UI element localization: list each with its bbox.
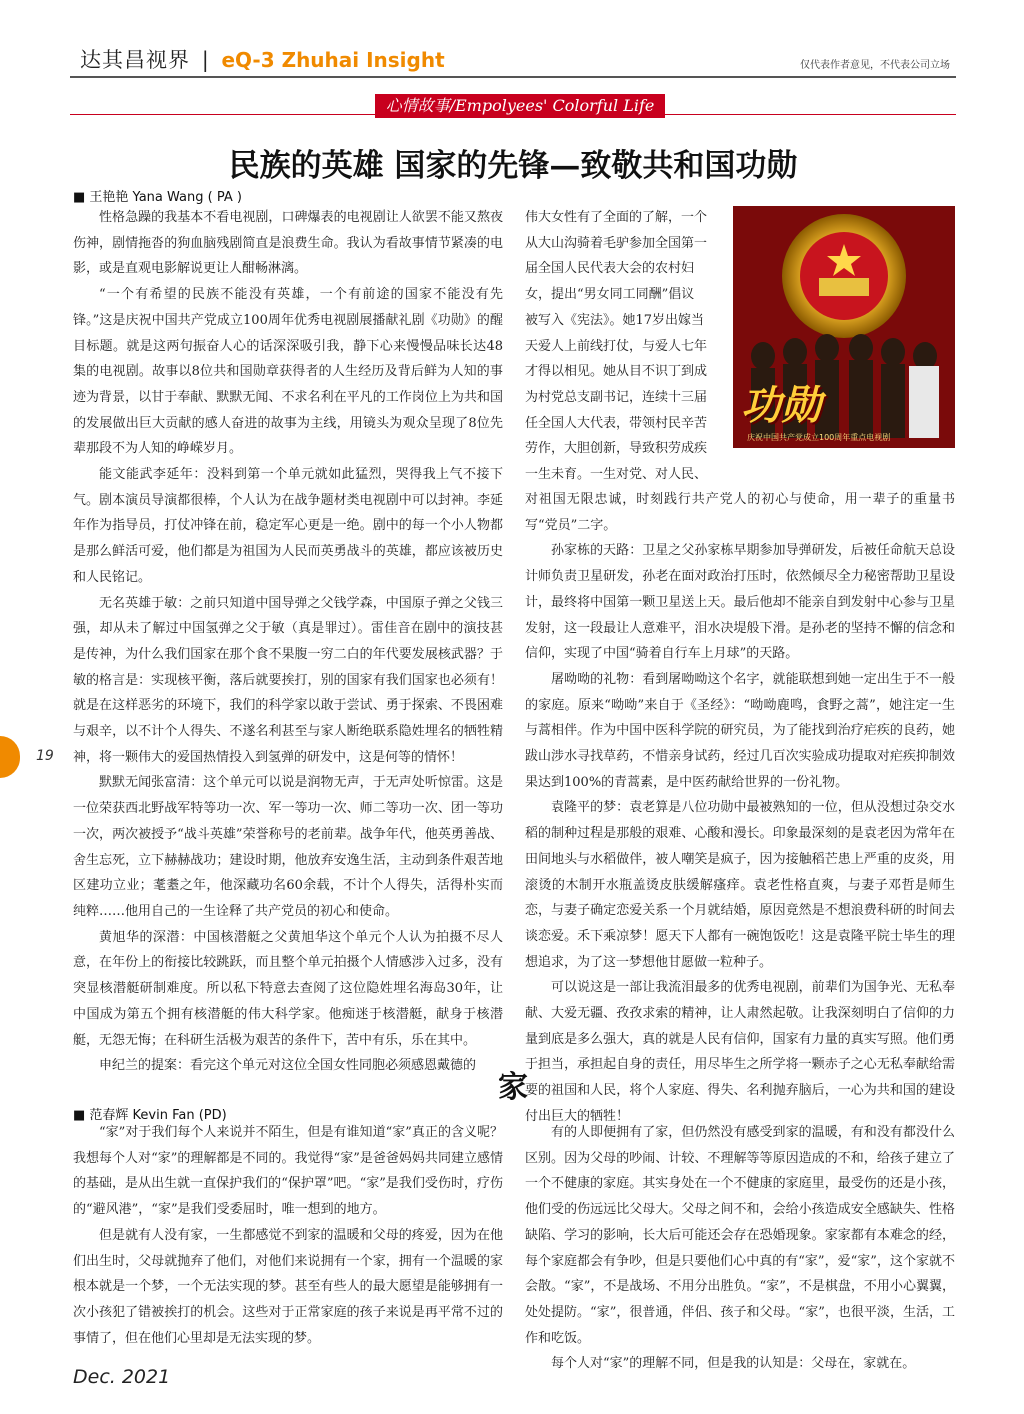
paragraph: 袁隆平的梦：袁老算是八位功勋中最被熟知的一位，但从没想过杂交水稻的制种过程是那般的艰难、心酸和漫长。印象最深刻的是袁老因为常年在田间地头与水稻做伴，被人嘲笑是疯子，因为接触稻芒患上严重的皮炎，用滚烫的木制开水瓶盖烫皮肤缓解瘙痒。袁老性格直爽，与妻子邓哲是师生恋，与妻子确定恋爱关系一个月就结婚，原因竟然是不想浪费科研的时间去谈恋爱。禾下乘凉梦！愿天下人都有一碗饱饭吃！这是袁隆平院士毕生的理想追求，为了这一梦想他甘愿做一粒种子。	[525, 800, 955, 970]
section-banner: 心情故事/Empolyees' Colorful Life	[375, 94, 665, 118]
text-line: 天爱人上前线打仗，与爱人七年	[525, 338, 708, 354]
article1-column-right	[525, 487, 955, 1130]
brand-en: eQ-3 Zhuhai Insight	[221, 48, 445, 72]
text-line: 被写入《宪法》。她17岁出嫁当	[525, 312, 705, 328]
paragraph: 每个人对“家”的理解不同，但是我的认知是：父母在，家就在。	[551, 1356, 916, 1372]
paragraph: 有的人即便拥有了家，但仍然没有感受到家的温暖，有和没有都没什么区别。因为父母的吵闹、计较、不理解等等原因造成的不和，给孩子建立了一个不健康的家庭。其实身处在一个不健康的家庭里，最受伤的还是小孩，他们受的伤远远比父母大。父母之间不和，会给小孩造成安全感缺失、性格缺陷、学习的影响，长大后可能还会存在恐婚现象。家家都有本难念的经，每个家庭都会有争吵，但是只要他们心中真的有“家”，爱“家”，这个家就不会散。“家”，不是战场、不用分出胜负。“家”，不是棋盘，不用小心翼翼，处处提防。“家”，很普通，伴侣、孩子和父母。“家”，也很平淡，生活，工作和吃饭。	[525, 1125, 955, 1346]
article1-author: ■ 王艳艳 Yana Wang ( PA )	[73, 190, 242, 205]
article1-column-right-wrap	[525, 205, 725, 488]
article2-author: ■ 范春辉 Kevin Fan (PD)	[73, 1108, 227, 1123]
article1-title: 民族的英雄 国家的先锋—致敬共和国功勋	[228, 148, 798, 184]
paragraph: 能文能武李延年：没料到第一个单元就如此猛烈，哭得我上气不接下气。剧本演员导演都很棒，个人认为在战争题材类电视剧中可以封神。李延年作为指导员，打仗冲锋在前，稳定军心更是一绝。剧中的每一个小人物都是那么鲜活可爱，他们都是为祖国为人民而英勇战斗的英雄，都应该被历史和人民铭记。	[73, 467, 503, 585]
paragraph: 对祖国无限忠诚，时刻践行共产党人的初心与使命，用一辈子的重量书写“党员”二字。	[525, 492, 955, 533]
brand-cn: 达其昌视界	[80, 48, 190, 72]
paragraph: 黄旭华的深潜：中国核潜艇之父黄旭华这个单元个人认为拍摄不尽人意，在年份上的衔接比较跳跃，而且整个单元拍摄个人情感涉入过多，没有突显核潜艇研制难度。所以私下特意去查阅了这位隐姓埋名海岛30年，让中国成为第五个拥有核潜艇的伟大科学家。他痴迷于核潜艇，献身于核潜艇，无怨无悔；在科研生活极为艰苦的条件下，苦中有乐，乐在其中。	[73, 929, 503, 1048]
paragraph: 但是就有人没有家，一生都感觉不到家的温暖和父母的疼爱，因为在他们出生时，父母就抛弃了他们，对他们来说拥有一个家，拥有一个温暖的家根本就是一个梦，一个无法实现的梦。甚至有些人的最大愿望是能够拥有一次小孩犯了错被挨打的机会。这些对于正常家庭的孩子来说是再平常不过的事情了，但在他们心里却是无法实现的梦。	[73, 1227, 503, 1346]
paragraph: “一个有希望的民族不能没有英雄，一个有前途的国家不能没有先锋。”这是庆祝中国共产党成立100周年优秀电视剧展播献礼剧《功勋》的醒目标题。就是这两句振奋人心的话深深吸引我，静下心来慢慢品味长达48集的电视剧。故事以8位共和国勋章获得者的人生经历及背后鲜为人知的事迹为背景，以甘于奉献、默默无闻、不求名利在平凡的工作岗位上为共和国的发展做出巨大贡献的感人奋进的故事为主线，用镜头为观众呈现了8位先辈那段不为人知的峥嵘岁月。	[73, 287, 503, 457]
text-line: 女，提出“男女同工同酬”倡议	[525, 287, 695, 303]
paragraph: 孙家栋的天路：卫星之父孙家栋早期参加导弹研发，后被任命航天总设计师负责卫星研发，孙老在面对政治打压时，依然倾尽全力秘密帮助卫星设计，最终将中国第一颗卫星送上天。最后他却不能亲自到发射中心参与卫星发射，这一段最让人意难平，泪水决堤般下滑。是孙老的坚持不懈的信念和信仰，实现了中国“骑着自行车上月球”的天路。	[525, 543, 955, 662]
paragraph: 申纪兰的提案：看完这个单元对这位全国女性同胞必须感恩戴德的	[99, 1058, 477, 1074]
paragraph: 可以说这是一部让我流泪最多的优秀电视剧，前辈们为国争光、无私奉献、大爱无疆、孜孜求索的精神，让人肃然起敬。让我深刻明白了信仰的力量到底是多么强大，真的就是人民有信仰，国家有力量的真实写照。他们勇于担当，承担起自身的责任，用尽毕生之所学将一颗赤子之心无私奉献给需要的祖国和人民，将个人家庭、得失、名利抛弃脑后，一心为共和国的建设付出巨大的牺牲！	[525, 980, 955, 1124]
disclaimer: 仅代表作者意见，不代表公司立场	[800, 60, 950, 71]
article2-column-right	[525, 1120, 955, 1377]
text-line: 任全国人大代表，带领村民辛苦	[525, 415, 708, 431]
page-tab-marker	[0, 736, 20, 778]
text-line: 伟大女性有了全面的了解，一个	[525, 210, 708, 225]
text-line: 届全国人民代表大会的农村妇	[525, 261, 695, 277]
header-divider	[70, 76, 956, 78]
page-number: 19	[36, 748, 54, 764]
text-line: 从大山沟骑着毛驴参加全国第一	[525, 235, 708, 251]
paragraph: “家”对于我们每个人来说并不陌生，但是有谁知道“家”真正的含义呢？我想每个人对“家”的理解都是不同的。我觉得“家”是爸爸妈妈共同建立感情的基础，是从出生就一直保护我们的“保护罩”吧。“家”是我们受伤时，疗伤的“避风港”，“家”是我们受委屈时，唯一想到的地方。	[73, 1125, 503, 1218]
paragraph: 默默无闻张富清：这个单元可以说是润物无声，于无声处听惊雷。这是一位荣获西北野战军特等功一次、军一等功一次、师二等功一次、团一等功一次，两次被授予“战斗英雄”荣誉称号的老前辈。战争年代，他英勇善战、舍生忘死，立下赫赫战功；建设时期，他放弃安逸生活，主动到条件艰苦地区建功立业；耄耋之年，他深藏功名60余载，不计个人得失，活得朴实而纯粹……他用自己的一生诠释了共产党员的初心和使命。	[73, 775, 503, 919]
text-line: 才得以相见。她从目不识丁到成	[525, 364, 708, 380]
article2-title: 家	[498, 1070, 528, 1105]
header-brand	[80, 44, 445, 74]
text-line: 一生未育。一生对党、对人民、	[525, 467, 708, 483]
paragraph: 性格急躁的我基本不看电视剧，口碑爆表的电视剧让人欲罢不能又熬夜伤神，剧情拖沓的狗血脑残剧简直是浪费生命。我认为看故事情节紧凑的电影，或是直观电影解说更让人酣畅淋漓。	[73, 210, 503, 277]
text-line: 劳作，大胆创新，导致积劳成疾	[525, 441, 708, 457]
paragraph: 无名英雄于敏：之前只知道中国导弹之父钱学森，中国原子弹之父钱三强，却从未了解过中国氢弹之父于敏（真是罪过）。雷佳音在剧中的演技甚是传神，为什么我们国家在那个食不果腹一穷二白的年代要发展核武器？于敏的格言是：实现核平衡，落后就要挨打，别的国家有我们国家也必须有！就是在这样恶劣的环境下，我们的科学家以敢于尝试、勇于探索、不畏困难与艰辛，以不计个人得失、不遂名利甚至与家人断绝联系隐姓埋名的牺牲精神，将一颗伟大的爱国热情投入到氢弹的研发中，这是何等的情怀！	[73, 595, 503, 765]
article1-column-left	[73, 205, 503, 1079]
drama-poster-image	[733, 206, 955, 448]
paragraph: 屠呦呦的礼物：看到屠呦呦这个名字，就能联想到她一定出生于不一般的家庭。原来“呦呦”来自于《圣经》：“呦呦鹿鸣，食野之蒿”，她注定一生与蒿相伴。作为中国中医科学院的研究员，为了能找到治疗疟疾的良药，她跋山涉水寻找草药，不惜亲身试药，经过几百次实验成功提取对疟疾抑制效果达到100%的青蒿素，是中医药献给世界的一份礼物。	[525, 671, 955, 790]
brand-separator: |	[201, 48, 210, 72]
issue-date: Dec. 2021	[73, 1366, 171, 1388]
poster-title: 功勋	[741, 382, 821, 429]
text-line: 为村党总支副书记，连续十三届	[525, 389, 708, 405]
poster-caption: 庆祝中国共产党成立100周年重点电视剧	[747, 433, 891, 442]
article2-column-left	[73, 1120, 503, 1351]
